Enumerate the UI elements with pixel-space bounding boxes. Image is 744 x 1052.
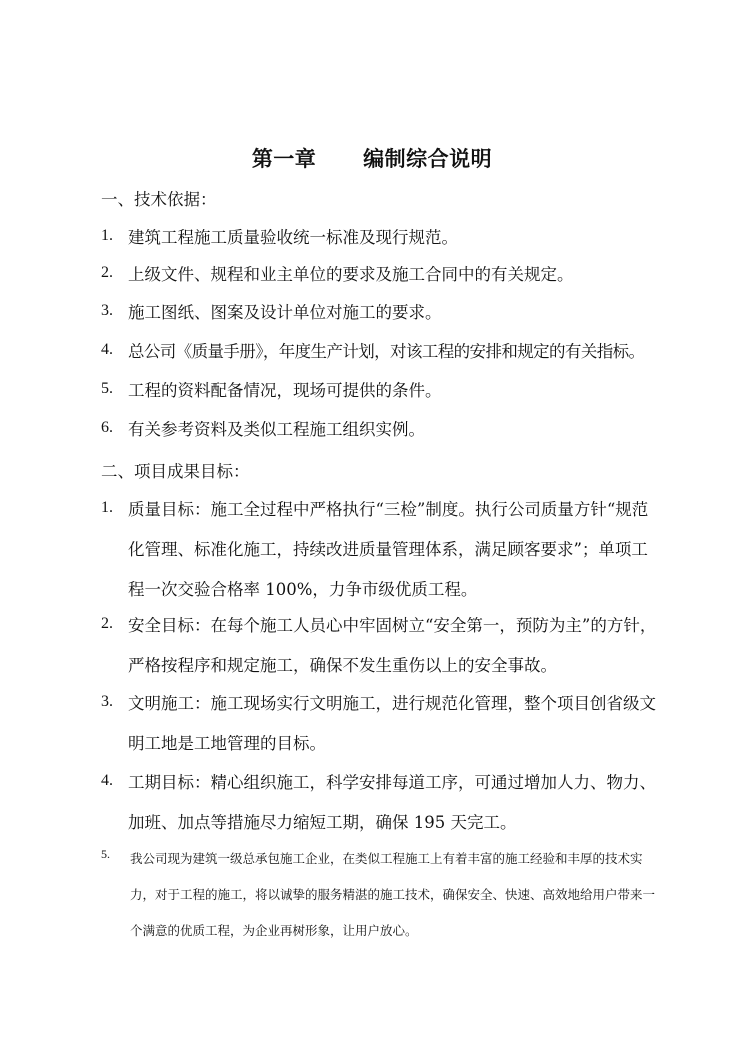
list-number: 6. [101, 419, 113, 436]
list-number: 3. [101, 693, 113, 710]
list-number: 3. [101, 302, 113, 319]
list-number: 5. [101, 847, 110, 861]
list-item [101, 380, 661, 402]
list-item [101, 763, 661, 843]
list-number: 1. [101, 499, 113, 516]
list-item [101, 606, 661, 686]
list-text: 安全目标：在每个施工人员心中牢固树立“安全第一，预防为主”的方针，严格按程序和规定施工，确保不发生重伤以上的安全事故。 [128, 616, 657, 675]
list-item [101, 264, 661, 286]
list-item [101, 841, 661, 949]
list-text: 工程的资料配备情况，现场可提供的条件。 [128, 381, 442, 400]
list-item [101, 490, 661, 610]
list-number: 1. [101, 227, 113, 244]
list-number: 2. [101, 615, 113, 632]
list-item [101, 302, 661, 324]
list-text: 有关参考资料及类似工程施工组织实例。 [128, 420, 425, 439]
list-item [101, 684, 661, 764]
list-item [101, 227, 661, 249]
list-text: 施工图纸、图案及设计单位对施工的要求。 [128, 303, 442, 322]
list-number: 2. [101, 264, 113, 281]
list-text: 上级文件、规程和业主单位的要求及施工合同中的有关规定。 [128, 265, 574, 284]
list-number: 4. [101, 341, 113, 358]
list-number: 5. [101, 380, 113, 397]
section-heading-goals: 二、项目成果目标： [101, 462, 250, 481]
list-text: 我公司现为建筑一级总承包施工企业，在类似工程施工上有着丰富的施工经验和丰厚的技术实力，对于工程的施工，将以诚挚的服务精湛的施工技术，确保安全、快速、高效地给用户带来一个满意的优质工程，为企业再树形象，让用户放心。 [130, 851, 656, 938]
list-text: 建筑工程施工质量验收统一标准及现行规范。 [128, 228, 458, 247]
list-text: 总公司《质量手册》，年度生产计划，对该工程的安排和规定的有关指标。 [128, 342, 645, 361]
chapter-title: 第一章 编制综合说明 [251, 147, 493, 171]
list-item [101, 419, 661, 441]
list-number: 4. [101, 772, 113, 789]
section-heading-basis: 一、技术依据： [101, 190, 217, 209]
list-text: 工期目标：精心组织施工，科学安排每道工序，可通过增加人力、物力、加班、加点等措施尽力缩短工期，确保 195 天完工。 [128, 773, 656, 832]
list-text: 质量目标：施工全过程中严格执行“三检”制度。执行公司质量方针“规范化管理、标准化施工，持续改进质量管理体系，满足顾客要求”；单项工程一次交验合格率 100%，力争市级优质工程。 [128, 500, 649, 599]
list-text: 文明施工：施工现场实行文明施工，进行规范化管理，整个项目创省级文明工地是工地管理的目标。 [128, 694, 656, 753]
list-item [101, 341, 661, 363]
